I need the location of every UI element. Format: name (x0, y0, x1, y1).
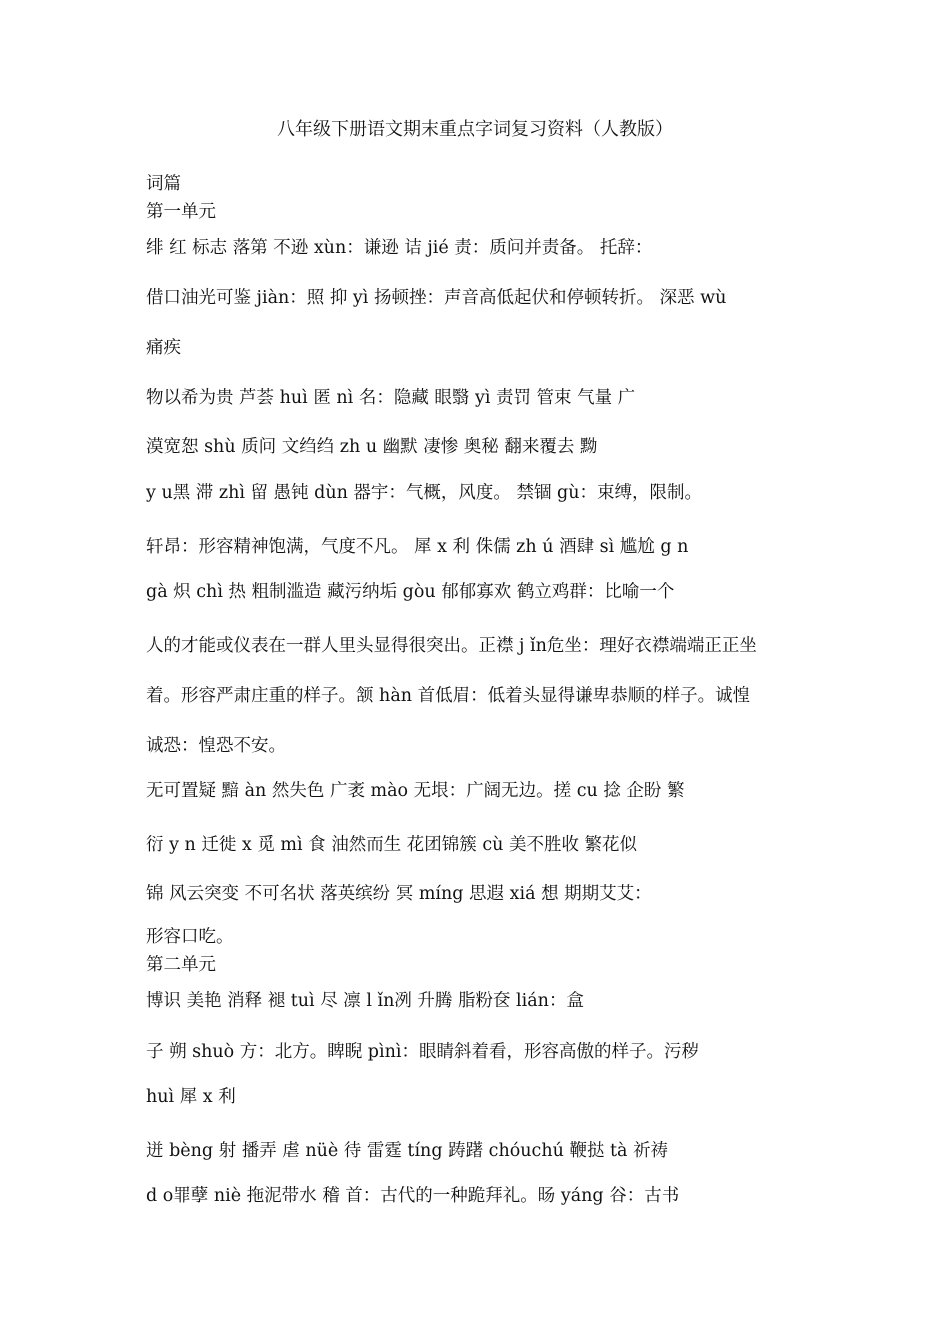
unit1-heading: 第一单元 (146, 202, 216, 222)
text-line: huì 犀 x 利 (146, 1087, 236, 1107)
text-line: 诚恐：惶恐不安。 (146, 736, 286, 756)
text-line: 形容口吃。 (146, 927, 234, 947)
text-line: 子 朔 shuò 方：北方。睥睨 pìnì：眼睛斜着看，形容高傲的样子。污秽 (146, 1042, 699, 1062)
text-line: 物以希为贵 芦荟 huì 匿 nì 名：隐藏 眼翳 yì 责罚 管束 气量 广 (146, 388, 636, 408)
text-line: 无可置疑 黯 àn 然失色 广袤 mào 无垠：广阔无边。搓 cu 捻 企盼 繁 (146, 781, 685, 801)
text-line: y u黑 滞 zhì 留 愚钝 dùn 器宇：气概，风度。 禁锢 gù：束缚，限制。 (146, 483, 703, 503)
text-line: 轩昂：形容精神饱满，气度不凡。 犀 x 利 侏儒 zh ú 酒肆 sì 尴尬 g n (146, 537, 689, 557)
text-line: d o罪孽 niè 拖泥带水 稽 首：古代的一种跪拜礼。旸 yáng 谷：古书 (146, 1186, 680, 1206)
text-line: 着。形容严肃庄重的样子。颔 hàn 首低眉：低着头显得谦卑恭顺的样子。诚惶 (146, 686, 751, 706)
section-label: 词篇 (146, 174, 181, 194)
text-line: 迸 bèng 射 播弄 虐 nüè 待 雷霆 tíng 踌躇 chóuchú 鞭挞 tà 祈祷 (146, 1141, 669, 1161)
text-line: 锦 风云突变 不可名状 落英缤纷 冥 míng 思遐 xiá 想 期期艾艾： (146, 884, 652, 904)
text-line: 博识 美艳 消释 褪 tuì 尽 凛 l ǐn冽 升腾 脂粉奁 lián：盒 (146, 991, 584, 1011)
text-line: 人的才能或仪表在一群人里头显得很突出。正襟 j ǐn危坐：理好衣襟端端正正坐 (146, 636, 757, 656)
text-line: 绯 红 标志 落第 不逊 xùn：谦逊 诘 jié 责：质问并责备。 托辞： (146, 238, 653, 258)
text-line: gà 炽 chì 热 粗制滥造 藏污纳垢 gòu 郁郁寡欢 鹤立鸡群：比喻一个 (146, 582, 675, 602)
text-line: 衍 y n 迁徙 x 觅 mì 食 油然而生 花团锦簇 cù 美不胜收 繁花似 (146, 835, 638, 855)
document-title: 八年级下册语文期末重点字词复习资料（人教版） (277, 119, 673, 140)
text-line: 痛疾 (146, 338, 181, 358)
text-line: 漠宽恕 shù 质问 文绉绉 zh u 幽默 凄惨 奥秘 翻来覆去 黝 (146, 437, 598, 457)
text-line: 借口油光可鉴 jiàn：照 抑 yì 扬顿挫：声音高低起伏和停顿转折。 深恶 wù (146, 288, 727, 308)
unit2-heading: 第二单元 (146, 955, 216, 975)
